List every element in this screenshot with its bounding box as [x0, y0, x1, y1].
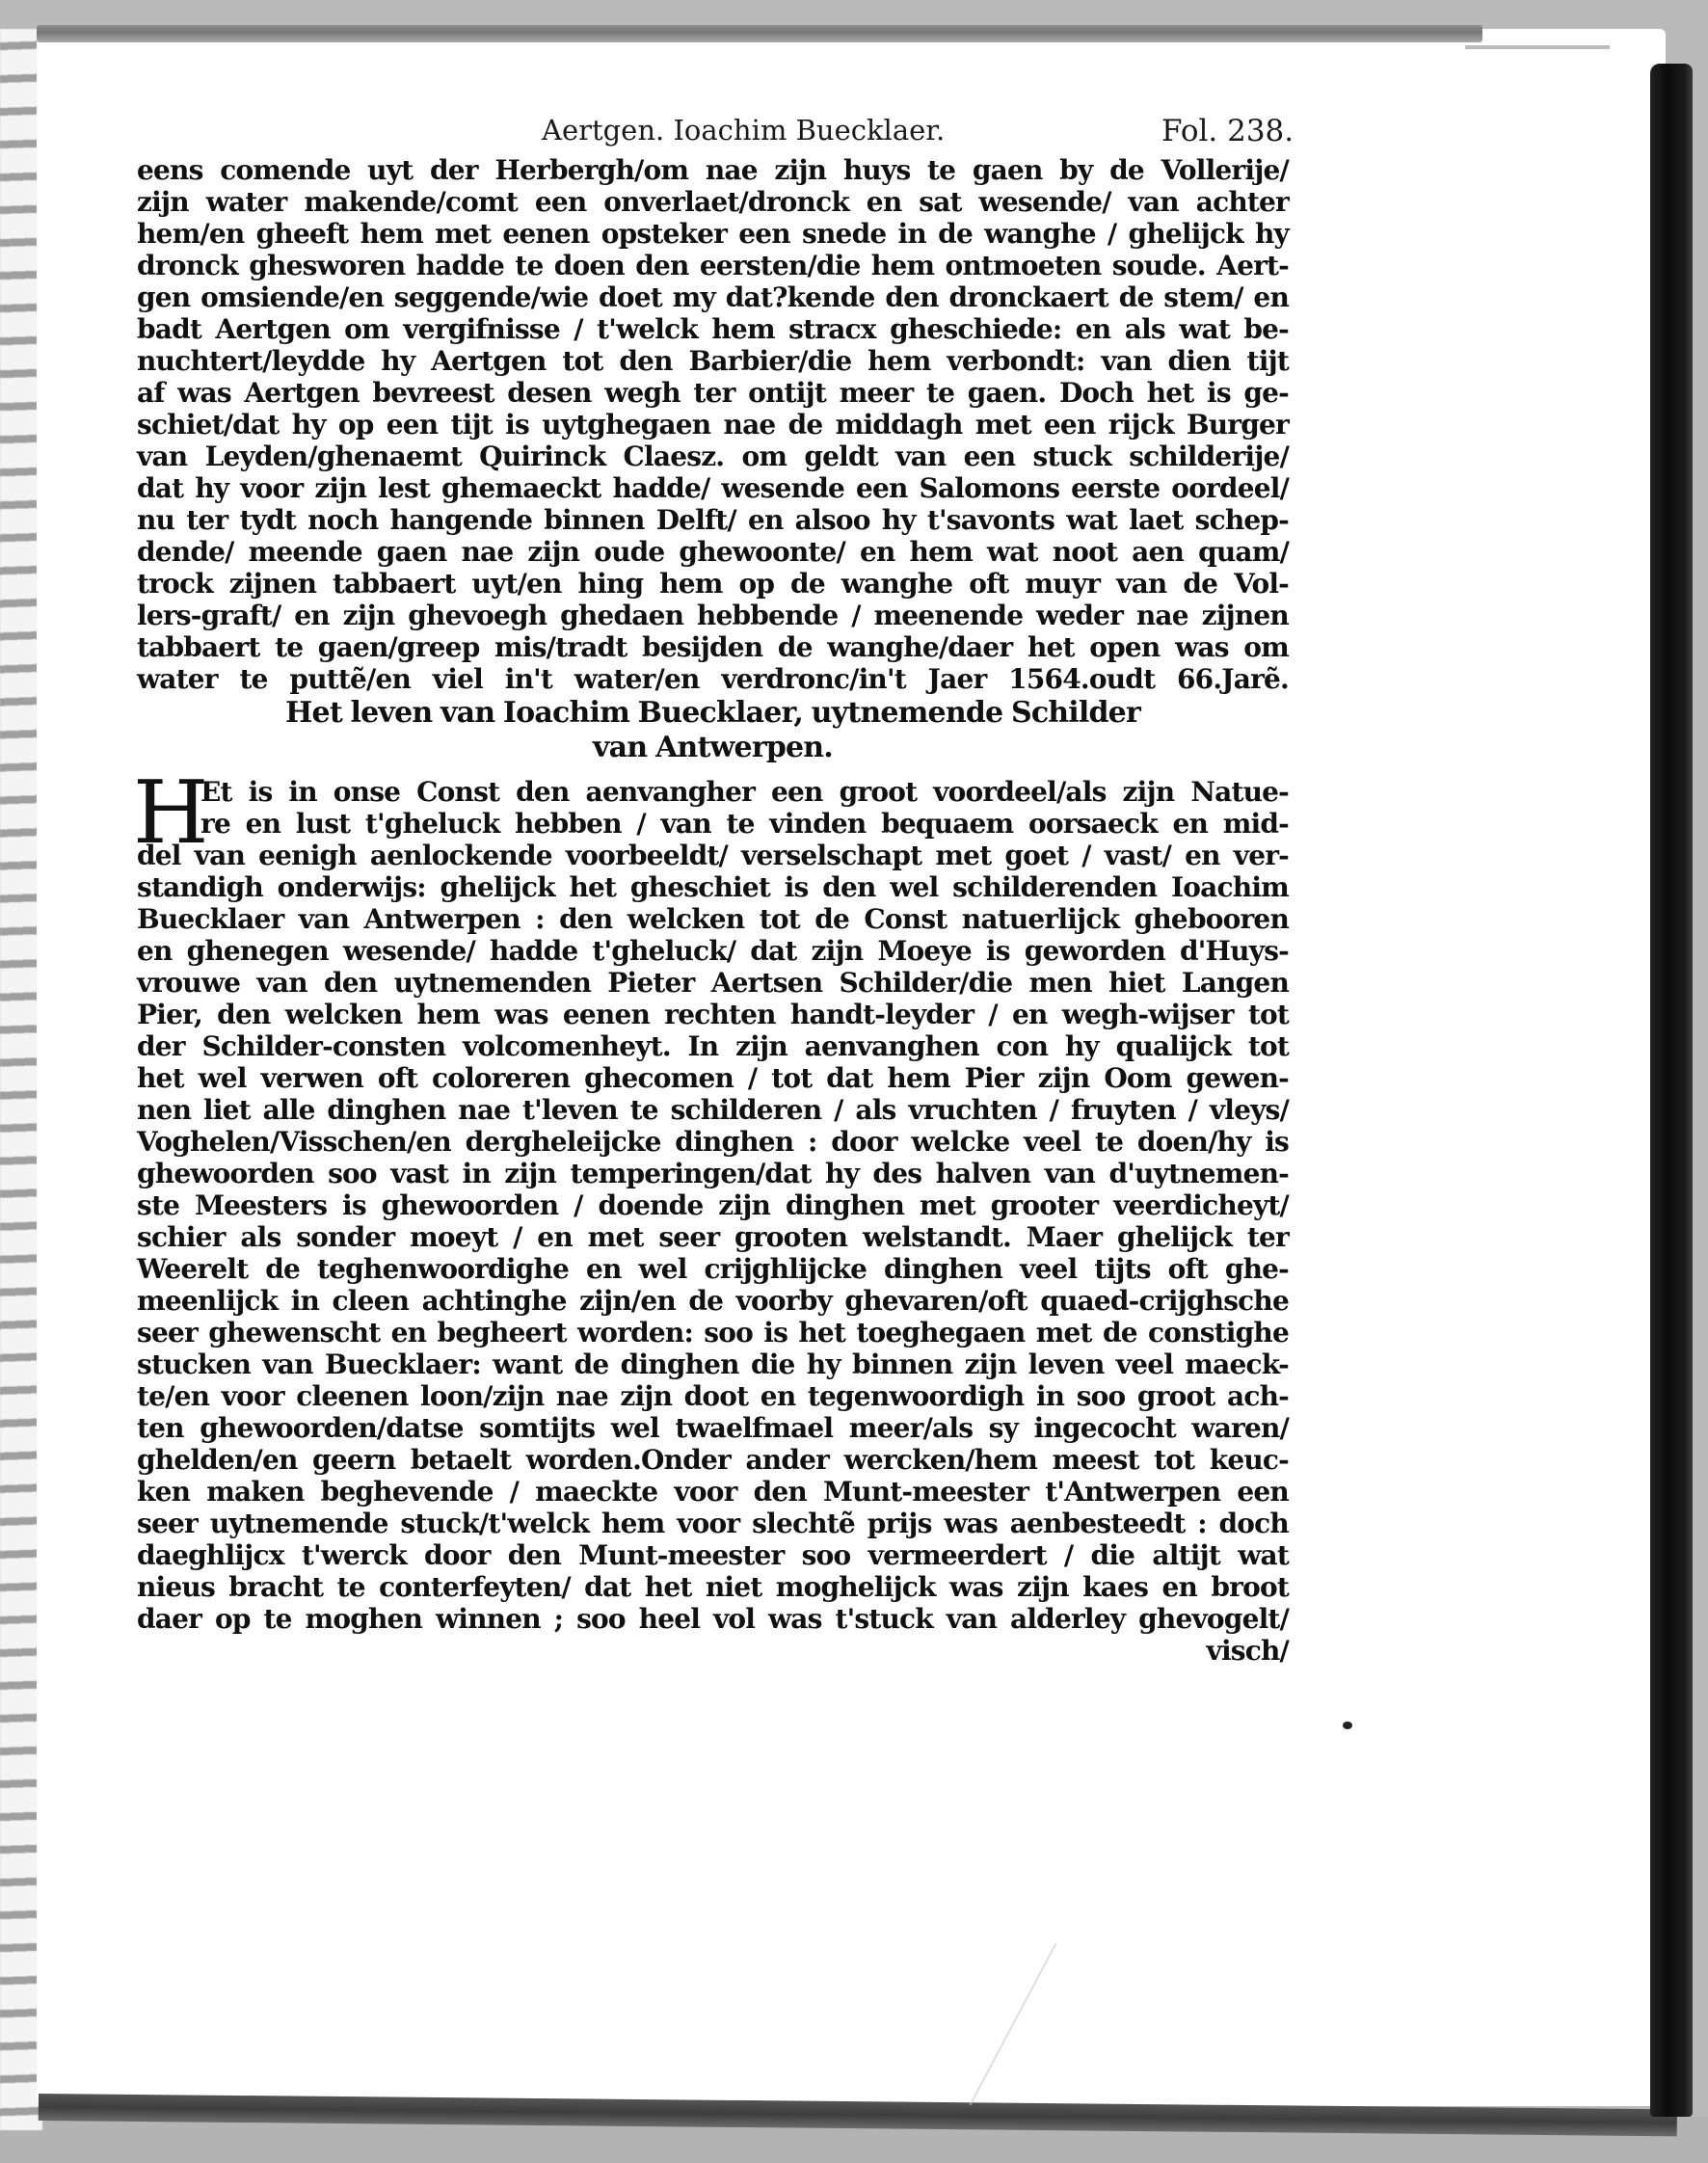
previous-section-text — [137, 154, 1289, 695]
text-line: ten ghewoorden/datse somtijts wel twaelfmael meer/als sy ingecocht waren/ — [137, 1412, 1289, 1444]
text-line: vrouwe van den uytnemenden Pieter Aertsen Schilder/die men hiet Langen — [137, 967, 1289, 999]
text-line: gen omsiende/en seggende/wie doet my dat?kende den dronckaert de stem/ en — [137, 281, 1289, 313]
text-line: schiet/dat hy op een tijt is uytghegaen nae de middagh met een rijck Burger — [137, 409, 1289, 441]
page-top-shadow-thin — [1465, 45, 1610, 49]
text-line: dronck ghesworen hadde te doen den eersten/die hem ontmoeten soude. Aert- — [137, 250, 1289, 281]
text-line: meenlijck in cleen achtinghe zijn/en de voorby ghevaren/oft quaed-crijghsche — [137, 1285, 1289, 1317]
text-block — [133, 154, 1289, 1667]
text-line: standigh onderwijs: ghelijck het gheschiet is den wel schilderenden Ioachim — [137, 871, 1289, 903]
text-line: Weerelt de teghenwoordighe en wel crijghlijcke dinghen veel tijts oft ghe- — [137, 1253, 1289, 1285]
text-line: daeghlijcx t'werck door den Munt-meester soo vermeerdert / die altijt wat — [137, 1539, 1289, 1571]
text-line: Et is in onse Const den aenvangher een groot voordeel/als zijn Natue- — [200, 776, 1289, 808]
text-line: en ghenegen wesende/ hadde t'gheluck/ dat zijn Moeye is geworden d'Huys- — [137, 935, 1289, 967]
text-line: eens comende uyt der Herbergh/om nae zijn huys te gaen by de Vollerije/ — [137, 154, 1289, 186]
text-line: af was Aertgen bevreest desen wegh ter ontijt meer te gaen. Doch het is ge- — [137, 377, 1289, 409]
text-line: nuchtert/leydde hy Aertgen tot den Barbier/die hem verbondt: van dien tijt — [137, 345, 1289, 377]
folio-number: Fol. 238. — [1161, 114, 1294, 148]
text-line: del van eenigh aenlockende voorbeeldt/ verselschapt met goet / vast/ en ver- — [137, 840, 1289, 871]
text-line: nieus bracht te conterfeyten/ dat het niet moghelijck was zijn kaes en broot — [137, 1571, 1289, 1603]
text-line: schier als sonder moeyt / en met seer grooten welstandt. Maer ghelijck ter — [137, 1221, 1289, 1253]
text-line: daer op te moghen winnen ; soo heel vol was t'stuck van alderley ghevogelt/ — [137, 1603, 1289, 1635]
text-line: nen liet alle dinghen nae t'leven te schilderen / als vruchten / fruyten / vleys/ — [137, 1094, 1289, 1126]
text-line: van Leyden/ghenaemt Quirinck Claesz. om geldt van een stuck schilderije/ — [137, 441, 1289, 472]
drop-cap-initial: H — [133, 762, 209, 864]
text-line: ken maken beghevende / maeckte voor den Munt-meester t'Antwerpen een — [137, 1476, 1289, 1508]
text-line: water te puttẽ/en viel in't water/en verdronc/in't Jaer 1564.oudt 66.Jarẽ. — [137, 663, 1289, 695]
page-top-shadow — [37, 25, 1482, 42]
text-line: dende/ meende gaen nae zijn oude ghewoonte/ en hem wat noot aen quam/ — [137, 536, 1289, 568]
text-line: Voghelen/Visschen/en dergheleijcke dinghen : door welcke veel te doen/hy is — [137, 1126, 1289, 1158]
text-line: trock zijnen tabbaert uyt/en hing hem op de wanghe oft muyr van de Vol- — [137, 568, 1289, 600]
text-line: lers-graft/ en zijn ghevoegh ghedaen hebbende / meenende weder nae zijnen — [137, 600, 1289, 631]
catchword: visch/ — [1206, 1635, 1289, 1667]
text-line: der Schilder-consten volcomenheyt. In zijn aenvanghen con hy qualijck tot — [137, 1030, 1289, 1062]
book-binding-edge — [1650, 64, 1693, 2117]
ink-blot — [1343, 1722, 1352, 1729]
text-line: hem/en gheeft hem met eenen opsteker een snede in de wanghe / ghelijck hy — [137, 218, 1289, 250]
text-line: zijn water makende/comt een onverlaet/dronck en sat wesende/ van achter — [137, 186, 1289, 218]
text-line: Buecklaer van Antwerpen : den welcken tot de Const natuerlijck ghebooren — [137, 903, 1289, 935]
text-line: het wel verwen oft coloreren ghecomen / tot dat hem Pier zijn Oom gewen- — [137, 1062, 1289, 1094]
text-line: Pier, den welcken hem was eenen rechten handt-leyder / en wegh-wijser tot — [137, 999, 1289, 1030]
text-line: badt Aertgen om vergifnisse / t'welck hem stracx gheschiede: en als wat be- — [137, 313, 1289, 345]
text-line: nu ter tydt noch hangende binnen Delft/ en alsoo hy t'savonts wat laet schep- — [137, 504, 1289, 536]
biography-paragraph — [133, 762, 1289, 1667]
text-line: stucken van Buecklaer: want de dinghen die hy binnen zijn leven veel maeck- — [137, 1349, 1289, 1380]
text-line: seer ghewenscht en begheert worden: soo is het toeghegaen met de constighe — [137, 1317, 1289, 1349]
section-title: Het leven van Ioachim Buecklaer, uytnemende Schilder — [285, 696, 1140, 730]
running-head: Aertgen. Ioachim Buecklaer. — [542, 114, 946, 147]
text-line: ghewoorden soo vast in zijn temperingen/dat hy des halven van d'uytnemen- — [137, 1158, 1289, 1189]
text-line: te/en voor cleenen loon/zijn nae zijn doot en tegenwoordigh in soo groot ach- — [137, 1380, 1289, 1412]
text-line: ghelden/en geern betaelt worden.Onder ander wercken/hem meest tot keuc- — [137, 1444, 1289, 1476]
text-line: re en lust t'gheluck hebben / van te vinden bequaem oorsaeck en mid- — [200, 808, 1289, 840]
text-line: tabbaert te gaen/greep mis/tradt besijden de wanghe/daer het open was om — [137, 631, 1289, 663]
text-line: ste Meesters is ghewoorden / doende zijn dinghen met grooter veerdicheyt/ — [137, 1189, 1289, 1221]
text-line: seer uytnemende stuck/t'welck hem voor slechtẽ prijs was aenbesteedt : doch — [137, 1508, 1289, 1539]
text-line: dat hy voor zijn lest ghemaeckt hadde/ wesende een Salomons eerste oordeel/ — [137, 472, 1289, 504]
section-title-continued: van Antwerpen. — [593, 731, 833, 764]
